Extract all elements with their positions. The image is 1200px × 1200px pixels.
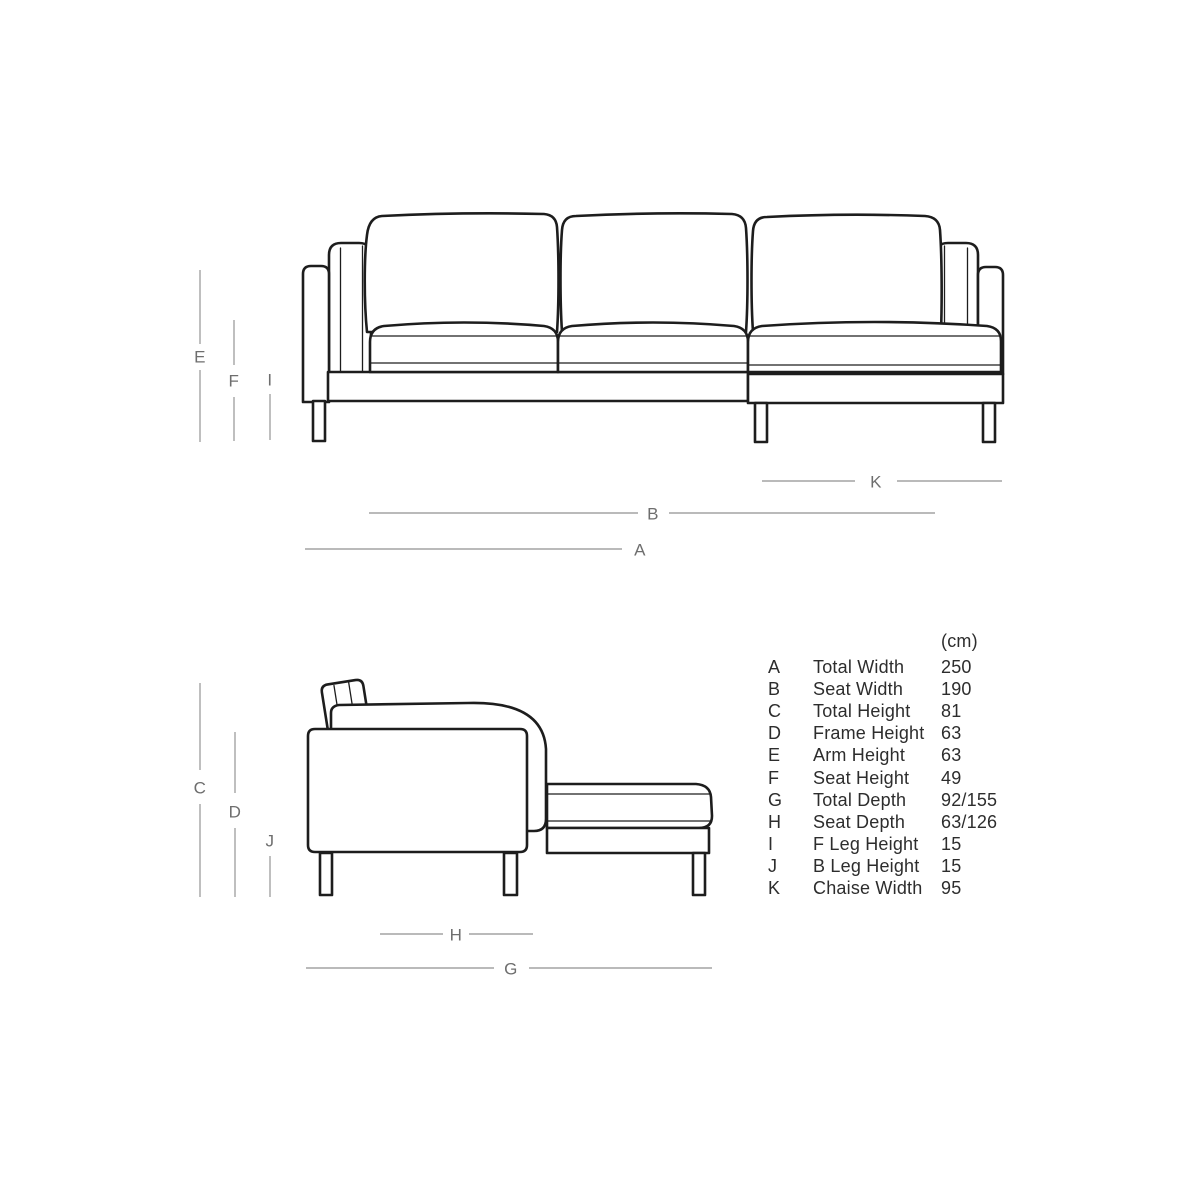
row-value: 49 <box>941 767 962 788</box>
chaise-platform-base <box>547 828 709 853</box>
dim-label-e: E <box>194 347 206 367</box>
table-row <box>768 678 997 700</box>
measurements-table <box>768 630 997 900</box>
dim-label-j: J <box>265 831 275 851</box>
row-value: 92/155 <box>941 789 998 810</box>
table-row <box>768 834 997 856</box>
row-letter: E <box>768 745 781 766</box>
unit-header: (cm) <box>941 631 978 651</box>
row-name: Seat Height <box>813 767 910 788</box>
table-row <box>768 878 997 900</box>
row-value: 250 <box>941 656 972 677</box>
row-name: Frame Height <box>813 723 925 744</box>
row-name: F Leg Height <box>813 834 919 855</box>
row-letter: K <box>768 878 781 899</box>
table-row <box>768 789 997 811</box>
dim-label-b: B <box>647 504 659 524</box>
front-leg-middle <box>755 403 767 442</box>
row-letter: D <box>768 723 782 744</box>
row-value: 15 <box>941 834 962 855</box>
row-letter: H <box>768 811 782 832</box>
row-letter: A <box>768 656 781 677</box>
dim-label-d: D <box>228 802 242 822</box>
table-row <box>768 767 997 789</box>
dim-label-c: C <box>193 778 207 798</box>
sofa-side-view <box>308 679 712 895</box>
table-row <box>768 656 997 678</box>
row-value: 15 <box>941 856 962 877</box>
dim-label-h: H <box>449 925 463 945</box>
row-letter: G <box>768 789 783 810</box>
front-main-base <box>328 372 748 401</box>
front-leg-left <box>313 401 325 441</box>
row-name: Total Width <box>813 656 905 677</box>
back-cushion-left <box>365 213 559 332</box>
table-row <box>768 723 997 745</box>
seat-cushion-middle <box>558 323 748 373</box>
row-name: Seat Width <box>813 678 904 699</box>
dim-label-i: I <box>267 370 273 390</box>
side-leg-front <box>320 853 332 895</box>
row-letter: J <box>768 856 778 877</box>
side-leg-back <box>504 853 517 895</box>
table-row <box>768 811 997 833</box>
dim-label-a: A <box>634 540 646 560</box>
front-left-outer-arm <box>303 266 329 402</box>
row-name: Chaise Width <box>813 878 923 899</box>
side-arm-panel <box>308 729 527 852</box>
row-name: Total Height <box>813 700 911 721</box>
table-row <box>768 700 997 722</box>
row-name: Seat Depth <box>813 811 906 832</box>
dim-label-g: G <box>504 959 518 979</box>
dim-label-k: K <box>870 472 882 492</box>
sofa-front-view <box>303 213 1003 442</box>
row-name: Arm Height <box>813 745 906 766</box>
front-chaise-base <box>748 374 1003 403</box>
row-letter: B <box>768 678 781 699</box>
seat-cushion-left <box>370 323 558 373</box>
row-letter: I <box>768 834 774 855</box>
dim-label-f: F <box>228 371 240 391</box>
front-leg-right <box>983 403 995 442</box>
row-letter: F <box>768 767 780 788</box>
row-name: Total Depth <box>813 789 907 810</box>
row-value: 95 <box>941 878 962 899</box>
side-leg-chaise <box>693 853 705 895</box>
back-cushion-right <box>752 215 942 332</box>
row-value: 63 <box>941 745 962 766</box>
row-letter: C <box>768 700 782 721</box>
table-row <box>768 856 997 878</box>
row-name: B Leg Height <box>813 856 920 877</box>
back-cushion-middle <box>561 213 748 332</box>
row-value: 63/126 <box>941 811 998 832</box>
row-value: 190 <box>941 678 972 699</box>
table-row <box>768 745 997 767</box>
row-value: 63 <box>941 723 962 744</box>
row-value: 81 <box>941 700 962 721</box>
